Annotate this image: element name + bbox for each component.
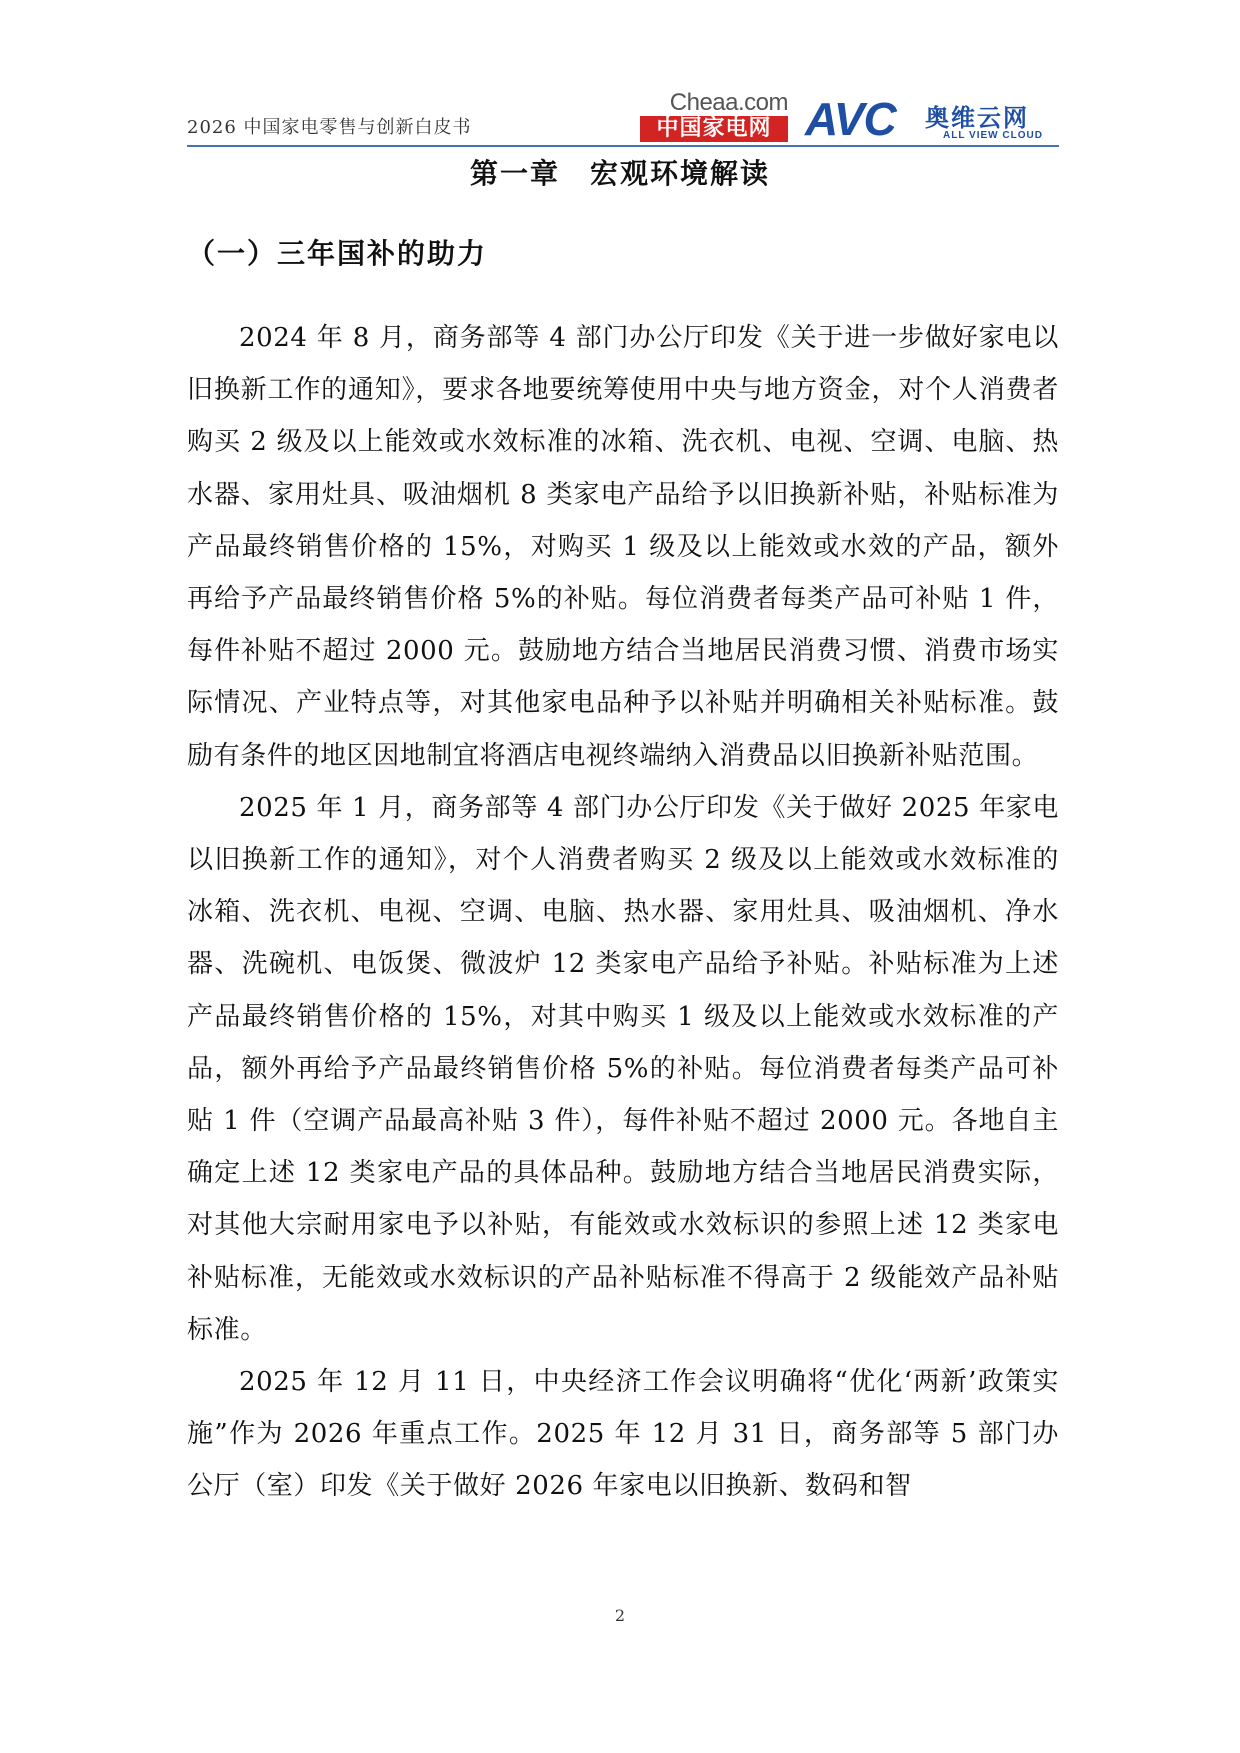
body-paragraph-3: 2025 年 12 月 11 日，中央经济工作会议明确将“优化‘两新’政策实施”作为 2026 年重点工作。2025 年 12 月 31 日，商务部等 5 部门办公厅（室）印发《关于做好 2026 年家电以旧换新、数码和智	[187, 1367, 1059, 1502]
running-header-title: 2026 中国家电零售与创新白皮书	[187, 117, 472, 138]
avc-logo-subtitle: ALL VIEW CLOUD	[943, 130, 1043, 141]
page-number: 2	[614, 1606, 626, 1625]
avc-logo-name: 奥维云网	[925, 104, 1029, 132]
cheaa-logo-wordmark: Cheaa.com	[669, 89, 788, 116]
header-divider	[187, 145, 1059, 147]
chapter-title: 第一章 宏观环境解读	[469, 157, 770, 190]
body-paragraph-1: 2024 年 8 月，商务部等 4 部门办公厅印发《关于进一步做好家电以旧换新工作的通知》，要求各地要统筹使用中央与地方资金，对个人消费者购买 2 级及以上能效或水效标准的冰箱、洗衣机、电视、空调、电脑、热水器、家用灶具、吸油烟机 8 类家电产品给予以旧换新补贴，补贴标准为产品最终销售价格的 15%，对购买 1 级及以上能效或水效的产品，额外再给予产品最终销售价格 5%的补贴。每位消费者每类产品可补贴 1 件，每件补贴不超过 2000 元。鼓励地方结合当地居民消费习惯、消费市场实际情况、产业特点等，对其他家电品种予以补贴并明确相关补贴标准。鼓励有条件的地区因地制宜将酒店电视终端纳入消费品以旧换新补贴范围。	[187, 323, 1059, 771]
cheaa-logo	[640, 90, 790, 142]
body-text	[187, 312, 1059, 1513]
section-heading: （一）三年国补的助力	[187, 237, 488, 270]
avc-logo	[805, 93, 1065, 148]
avc-logo-mark: AVC	[805, 93, 896, 145]
body-paragraph-2: 2025 年 1 月，商务部等 4 部门办公厅印发《关于做好 2025 年家电以旧换新工作的通知》，对个人消费者购买 2 级及以上能效或水效标准的冰箱、洗衣机、电视、空调、电脑、热水器、家用灶具、吸油烟机、净水器、洗碗机、电饭煲、微波炉 12 类家电产品给予补贴。补贴标准为上述产品最终销售价格的 15%，对其中购买 1 级及以上能效或水效标准的产品，额外再给予产品最终销售价格 5%的补贴。每位消费者每类产品可补贴 1 件（空调产品最高补贴 3 件），每件补贴不超过 2000 元。各地自主确定上述 12 类家电产品的具体品种。鼓励地方结合当地居民消费实际，对其他大宗耐用家电予以补贴，有能效或水效标识的参照上述 12 类家电补贴标准，无能效或水效标识的产品补贴标准不得高于 2 级能效产品补贴标准。	[187, 792, 1059, 1345]
cheaa-logo-chinese: 中国家电网	[640, 116, 788, 142]
